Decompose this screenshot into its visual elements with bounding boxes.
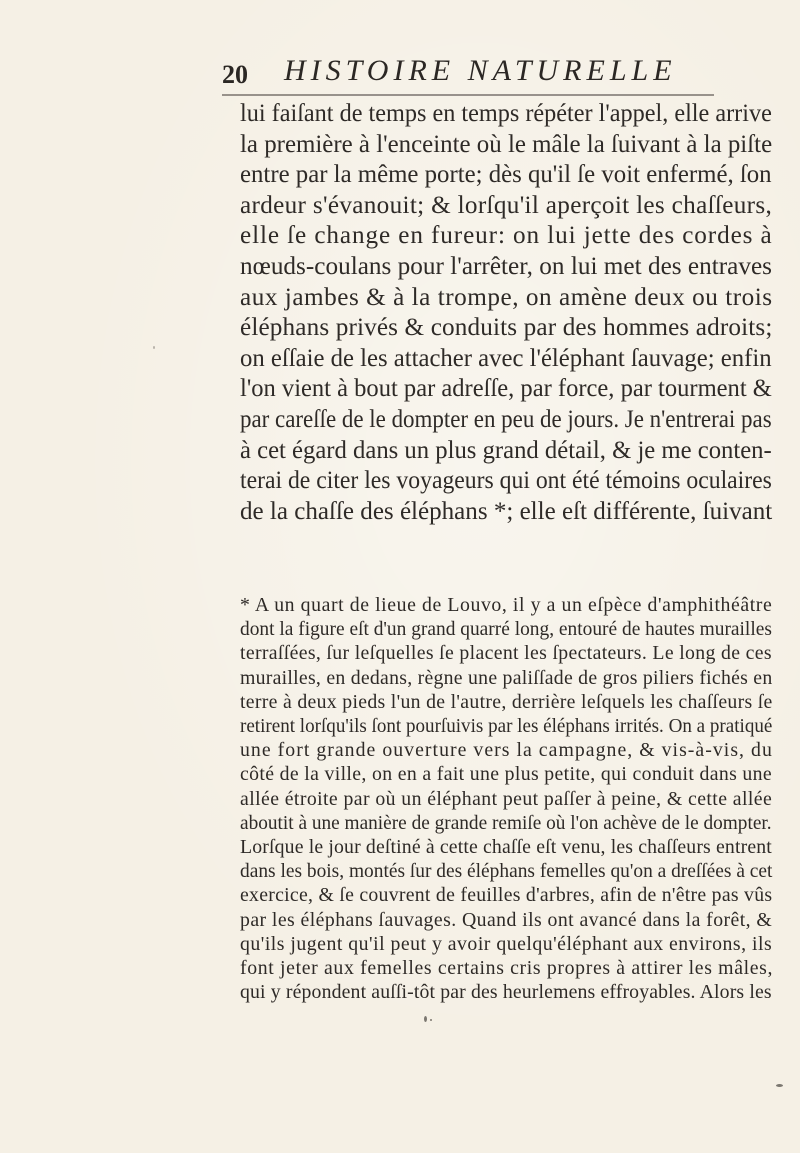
text-line: aux jambes & à la trompe, on amène deux ou trois — [240, 283, 773, 311]
footnote-line: * A un quart de lieue de Louvo, il y a un eſpèce d'amphithéâtre — [240, 594, 773, 616]
footnote-line: terre à deux pieds l'un de l'autre, derrière leſquels les chaſſeurs ſe — [240, 690, 773, 713]
text-line: terai de citer les voyageurs qui ont été témoins oculaires — [240, 467, 772, 495]
footnote-line: par les éléphans ſauvages. Quand ils ont avancé dans la forêt, & — [240, 908, 773, 931]
footnote-line: font jeter aux femelles certains cris propres à attirer les mâles, — [240, 957, 774, 980]
footnote-line: terraſſées, ſur leſquelles ſe placent les ſpectateurs. Le long de ces — [240, 642, 772, 665]
text-line: de la chaſſe des éléphans *; elle eſt différente, ſuivant — [240, 497, 773, 525]
footnote-line: dans les bois, montés ſur des éléphans femelles qu'on a dreſſées à cet — [240, 860, 773, 883]
footnote-line: qui y répondent auſſi-tôt par des heurlemens effroyables. Alors les — [240, 981, 772, 1004]
text-line: nœuds-coulans pour l'arrêter, on lui met des entraves — [240, 252, 772, 280]
footnote-line: une fort grande ouverture vers la campagne, & vis-à-vis, du — [240, 739, 773, 762]
text-line: éléphans privés & conduits par des hommes adroits; — [240, 314, 773, 342]
text-line: elle ſe change en fureur: on lui jette des cordes à — [240, 222, 773, 250]
main-text — [240, 99, 772, 527]
footnote-line: exercice, & ſe couvrent de feuilles d'arbres, afin de n'être pas vûs — [240, 884, 773, 907]
footnote-line: qu'ils jugent qu'il peut y avoir quelqu'éléphant aux environs, ils — [240, 932, 773, 955]
header-rule — [222, 94, 714, 96]
page-number: 20 — [222, 60, 248, 89]
text-line: par careſſe de le dompter en peu de jours. Je n'entrerai pas — [240, 405, 772, 433]
paper-speck — [776, 1084, 783, 1087]
footnote-line: retirent lorſqu'ils ſont pourſuivis par les éléphans irrités. On a pratiqué — [240, 715, 773, 738]
text-line: lui faiſant de temps en temps répéter l'appel, elle arrive — [240, 100, 772, 127]
footnote-line: dont la figure eſt d'un grand quarré long, entouré de hautes murailles — [240, 618, 772, 641]
footnote — [240, 593, 772, 1004]
footnote-line: Lorſque le jour deſtiné à cette chaſſe eſt venu, les chaſſeurs entrent — [240, 836, 772, 859]
paper-speck — [424, 1016, 427, 1022]
footnote-line: allée étroite par où un éléphant peut paſſer à peine, & cette allée — [240, 787, 773, 810]
paper-speck — [430, 1019, 432, 1021]
paper-speck — [153, 346, 155, 349]
running-title: HISTOIRE NATURELLE — [284, 54, 677, 87]
footnote-line: aboutit à une manière de grande remiſe où l'on achève de le dompter. — [240, 811, 772, 834]
text-line: on eſſaie de les attacher avec l'éléphant ſauvage; enfin — [240, 344, 772, 372]
text-line: ardeur s'évanouit; & lorſqu'il aperçoit les chaſſeurs, — [240, 191, 773, 219]
footnote-line: murailles, en dedans, règne une paliſſade de gros piliers fichés en — [240, 666, 773, 689]
text-line: à cet égard dans un plus grand détail, & je me conten- — [240, 436, 772, 464]
page-header — [222, 54, 720, 90]
footnote-line: côté de la ville, on en a fait une plus petite, qui conduit dans une — [240, 763, 773, 786]
text-line: l'on vient à bout par adreſſe, par force, par tourment & — [240, 375, 772, 403]
text-line: entre par la même porte; dès qu'il ſe voit enfermé, ſon — [240, 161, 772, 189]
text-line: la première à l'enceinte où le mâle la ſuivant à la piſte — [240, 130, 773, 158]
